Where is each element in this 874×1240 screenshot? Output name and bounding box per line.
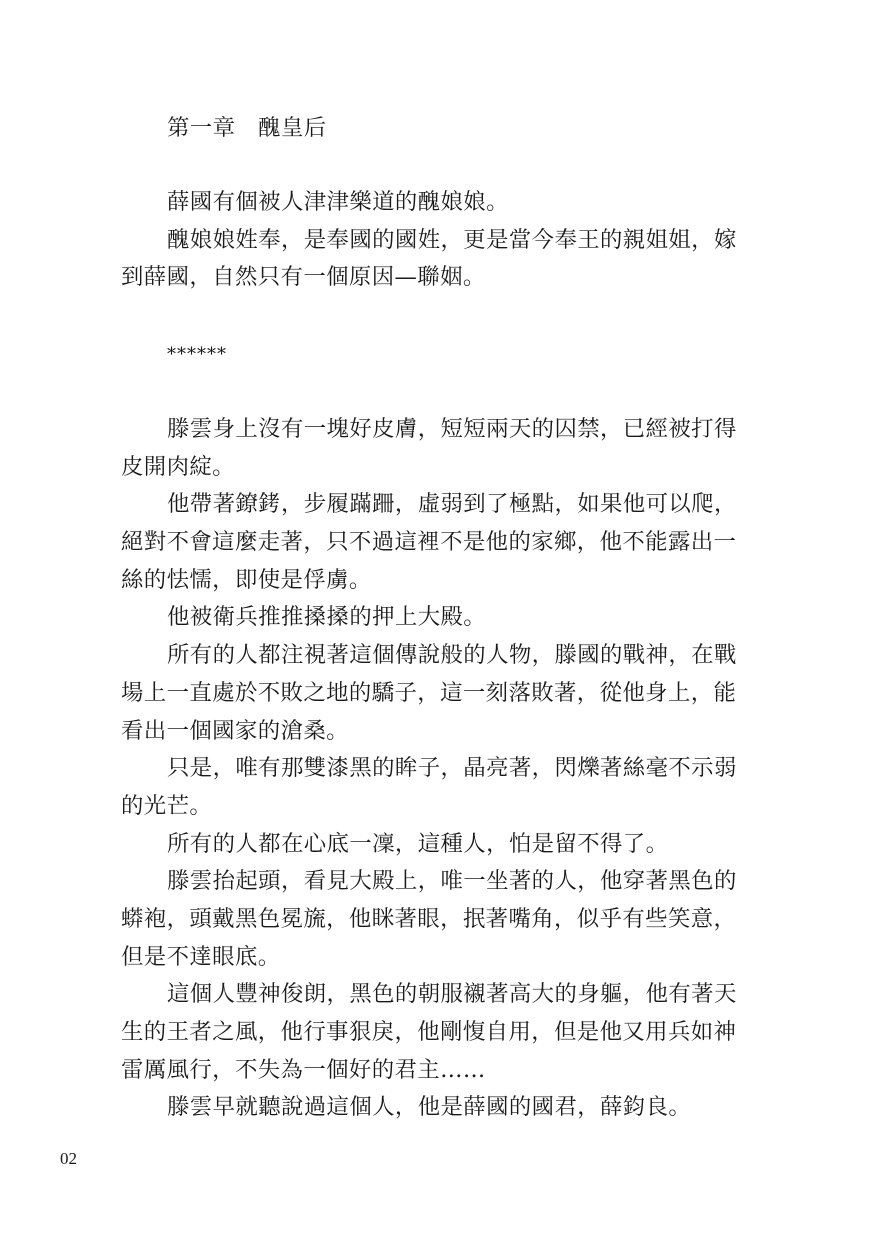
page-number: 02 [60,1149,77,1168]
paragraph-line: 皮開肉綻。 [121,453,235,480]
paragraph-line: 滕雲抬起頭，看見大殿上，唯一坐著的人，他穿著黑色的 [167,868,737,895]
chapter-title: 第一章 醜皇后 [167,115,327,141]
paragraph-line: 看出一個國家的滄桑。 [121,717,349,744]
paragraph-line: 醜娘娘姓奉，是奉國的國姓，更是當今奉王的親姐姐，嫁 [167,226,737,253]
paragraph-line: 場上一直處於不敗之地的驕子，這一刻落敗著，從他身上，能 [121,679,737,706]
paragraph-line: 只是，唯有那雙漆黑的眸子，晶亮著，閃爍著絲毫不示弱 [167,755,737,782]
paragraph-line: 的光芒。 [121,792,213,819]
paragraph-line: 蟒袍，頭戴黑色冕旒，他眯著眼，抿著嘴角，似乎有些笑意， [121,905,737,932]
paragraph-line: 雷厲風行，不失為一個好的君主…… [121,1056,486,1083]
paragraph-line: 他帶著鐐銬，步履蹣跚，虛弱到了極點，如果他可以爬， [167,491,737,518]
paragraph-line: 所有的人都在心底一凜，這種人，怕是留不得了。 [167,830,669,857]
paragraph-line: 薛國有個被人津津樂道的醜娘娘。 [167,189,509,215]
paragraph-line: 所有的人都注視著這個傳說般的人物，滕國的戰神，在戰 [167,642,737,669]
paragraph-line: 生的王者之風，他行事狠戾，他剛愎自用，但是他又用兵如神 [121,1019,737,1045]
section-separator: ****** [167,344,227,365]
paragraph-line: 絕對不會這麼走著，只不過這裡不是他的家鄉，他不能露出一 [121,529,737,556]
paragraph-line: 但是不達眼底。 [121,943,281,970]
paragraph-line: 滕雲身上沒有一塊好皮膚，短短兩天的囚禁，已經被打得 [167,416,737,442]
paragraph-line: 這個人豐神俊朗，黑色的朝服襯著高大的身軀，他有著天 [167,981,737,1008]
paragraph-line: 滕雲早就聽說過這個人，他是薛國的國君，薛鈞良。 [167,1094,692,1121]
section-one [121,184,761,297]
paragraph-line: 到薛國，自然只有一個原因—聯姻。 [121,264,486,291]
section-two [121,411,761,1127]
paragraph-line: 絲的怯懦，即使是俘虜。 [121,566,372,593]
paragraph-line: 他被衛兵推推搡搡的押上大殿。 [167,604,487,631]
